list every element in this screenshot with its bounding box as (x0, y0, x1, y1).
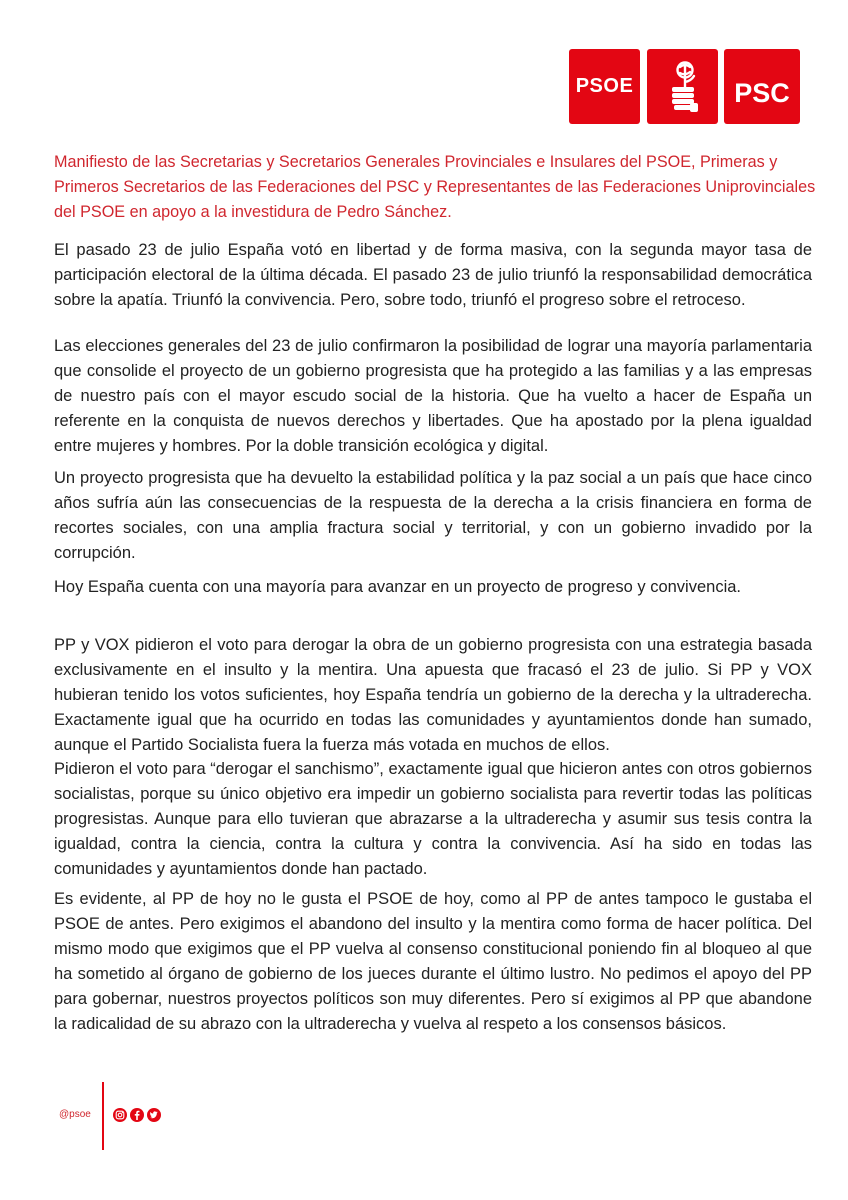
paragraph-4: Hoy España cuenta con una mayoría para avanzar en un proyecto de progreso y convivencia. (54, 578, 741, 596)
header-logos (569, 49, 800, 124)
psc-logo-text: PSC (734, 78, 790, 108)
rose-fist-graphic (660, 57, 706, 117)
twitter-icon[interactable] (147, 1108, 161, 1122)
footer-divider (102, 1082, 104, 1150)
paragraph-7: Es evidente, al PP de hoy no le gusta el PSOE de hoy, como al PP de antes tampoco le gustaba el PSOE de antes. Pero exigimos el abandono del insulto y la mentira como forma de hacer política. Del mismo modo que exigimos que el PP vuelva al consenso constitucional poniendo fin al bloqueo al que ha sometido al órgano de gobierno de los jueces durante el último lustro. No pedimos el apoyo del PP para gobernar, nuestros proyectos políticos son muy diferentes. Pero sí exigimos al PP que abandone la radicalidad de su abrazo con la ultraderecha y vuelva al respeto a los consensos básicos. (54, 890, 812, 1033)
rose-fist-icon (647, 49, 718, 124)
paragraph-1: El pasado 23 de julio España votó en libertad y de forma masiva, con la segunda mayor tasa de participación electoral de la última década. El pasado 23 de julio triunfó la responsabilidad democrática sobre la apatía. Triunfó la convivencia. Pero, sobre todo, triunfó el progreso sobre el retroceso. (54, 241, 812, 309)
paragraph-2: Las elecciones generales del 23 de julio confirmaron la posibilidad de lograr una mayoría parlamentaria que consolide el proyecto de un gobierno progresista que ha protegido a las familias y a las empresas de nuestro país con el mayor escudo social de la historia. Que ha vuelto a hacer de España un referente en la conquista de nuevos derechos y libertades. Que ha apostado por la plena igualdad entre mujeres y hombres. Por la doble transición ecológica y digital. (54, 337, 812, 455)
footer (59, 1082, 199, 1150)
facebook-icon[interactable] (130, 1108, 144, 1122)
social-handle: @psoe (59, 1109, 91, 1120)
psoe-logo (569, 49, 640, 124)
psoe-logo-text: PSOE (575, 75, 634, 97)
psc-logo (724, 49, 800, 124)
paragraph-3: Un proyecto progresista que ha devuelto la estabilidad política y la paz social a un país que hace cinco años sufría aún las consecuencias de la respuesta de la derecha a la crisis financiera en forma de recortes sociales, con una amplia fractura social y territorial, y con un gobierno invadido por la corrupción. (54, 469, 812, 562)
paragraph-5: PP y VOX pidieron el voto para derogar la obra de un gobierno progresista con una estrategia basada exclusivamente en el insulto y la mentira. Una apuesta que fracasó el 23 de julio. Si PP y VOX hubieran tenido los votos suficientes, hoy España tendría un gobierno de la derecha y la ultraderecha. Exactamente igual que ha ocurrido en todas las comunidades y ayuntamientos donde han sumado, aunque el Partido Socialista fuera la fuerza más votada en muchos de ellos. (54, 636, 812, 754)
instagram-icon[interactable] (113, 1108, 127, 1122)
paragraph-6: Pidieron el voto para “derogar el sanchismo”, exactamente igual que hicieron antes con otros gobiernos socialistas, porque su único objetivo era impedir un gobierno socialista para revertir todas las políticas progresistas. Aunque para ello tuvieran que abrazarse a la ultraderecha y asumir sus tesis contra la igualdad, contra la ciencia, contra la cultura y contra la convivencia. Así ha sido en todas las comunidades y ayuntamientos donde han pactado. (54, 760, 812, 878)
social-icons (113, 1108, 161, 1122)
manifesto-title: Manifiesto de las Secretarias y Secretarios Generales Provinciales e Insulares del PSOE, Primeras y Primeros Secretarios de las Federaciones del PSC y Representantes de las Federaciones Uniprovinciales del PSOE en apoyo a la investidura de Pedro Sánchez. (54, 153, 816, 221)
